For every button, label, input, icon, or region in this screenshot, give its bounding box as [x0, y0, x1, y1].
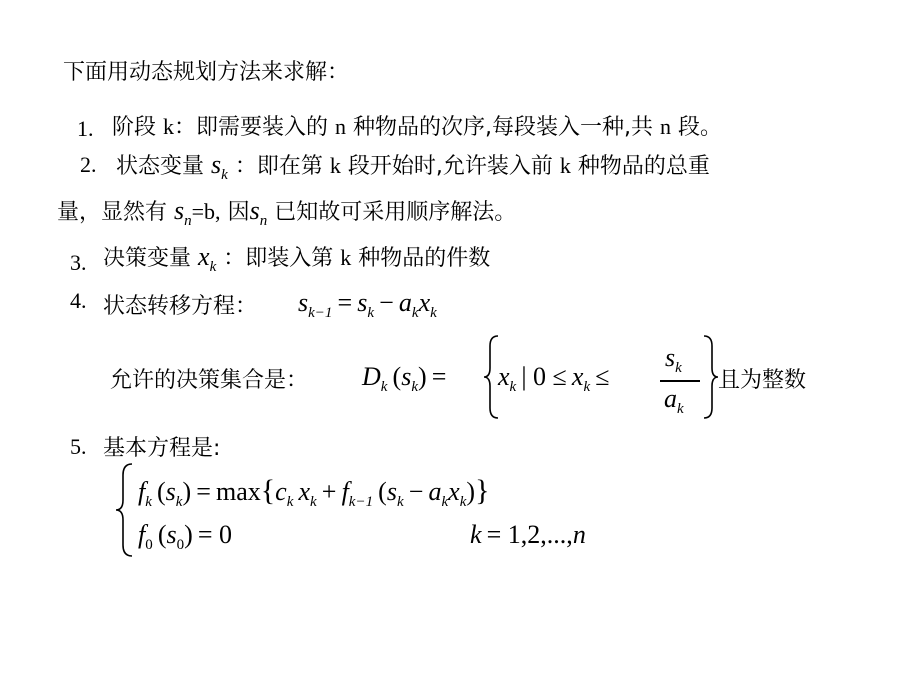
item2-text-line2 — [57, 196, 516, 230]
eq4-sub-k3: k — [430, 305, 437, 321]
bell-rparen: ) — [182, 477, 192, 506]
item2-var-k2: k — [559, 153, 571, 178]
eq-D-sub: k — [380, 379, 388, 395]
eq4-x: x — [418, 288, 431, 317]
bell-minus: − — [408, 477, 424, 506]
set-x1-sub: k — [509, 379, 517, 395]
item1-text-a: 阶段 — [112, 115, 157, 140]
krange-values: = 1,2,..., — [486, 520, 573, 549]
item2-text-d: 种物品的总重 — [577, 154, 710, 179]
item2-line2-a: 量，显然有 — [57, 200, 168, 225]
bell-lbrace: { — [260, 474, 276, 507]
bell-rbrace: } — [475, 474, 490, 507]
eq4-equals: = — [337, 288, 353, 317]
bell-s: s — [165, 477, 176, 506]
eq-D-s: s — [401, 362, 412, 391]
item2-line2-c: 因 — [227, 200, 250, 225]
intro-label: 下面用动态规划方法来求解： — [63, 60, 350, 85]
item1-text-b: ：即需要装入的 — [174, 115, 329, 140]
bell-s-sub: k — [175, 494, 183, 510]
item2-sub-k: k — [221, 167, 228, 183]
krange-k: k — [470, 520, 482, 549]
k-range — [470, 520, 586, 550]
item2-sub-n2: n — [259, 213, 268, 229]
item3-text-b: ：即装入第 — [223, 246, 334, 271]
bell-c: c — [275, 477, 287, 506]
set-x2-sub: k — [583, 379, 591, 395]
item4-number: 4. — [70, 288, 87, 313]
item1-text-d: 段。 — [678, 115, 723, 140]
eq4-sub-km1: k−1 — [308, 305, 333, 321]
bound-f-sub: 0 — [145, 537, 153, 553]
eq4-a: a — [398, 288, 412, 317]
bell-a-sub: k — [441, 494, 449, 510]
item1-text-c: 种物品的次序,每段装入一种,共 — [353, 115, 654, 140]
eq-D-rparen: ) — [418, 362, 427, 391]
decision-label-text: 允许的决策集合是： — [110, 368, 309, 393]
item4-text — [103, 292, 257, 322]
krange-n: n — [572, 520, 586, 549]
item4-label: 状态转移方程： — [103, 294, 258, 319]
bell-f-sub: k — [145, 494, 152, 510]
eq4-minus: − — [379, 288, 394, 317]
bell-x: x — [298, 477, 311, 506]
item2-text — [116, 150, 710, 184]
item2-var-sn2: s — [249, 196, 260, 225]
decision-set-body — [498, 362, 610, 395]
item3-var-k: k — [340, 245, 352, 270]
item2-text-c: 段开始时,允许装入前 — [347, 154, 553, 179]
bell-c-sub: k — [286, 494, 294, 510]
eq4-s2: s — [357, 288, 368, 317]
bell-a: a — [428, 477, 442, 506]
bound-eq-zero: = 0 — [197, 520, 233, 549]
bell-max: max — [216, 477, 261, 506]
frac-s-sub: k — [675, 360, 682, 376]
bell-x-sub: k — [310, 494, 317, 510]
eq4-s1: s — [298, 288, 309, 317]
set-le: ≤ — [595, 362, 610, 391]
item2-text-a: 状态变量 — [116, 154, 205, 179]
bell-equals: = — [196, 477, 211, 506]
item2-var-k: k — [329, 153, 341, 178]
fraction-denominator — [664, 384, 684, 417]
set-x1: x — [498, 362, 510, 391]
eq-D: D — [362, 362, 381, 391]
item1-var-k: k — [163, 114, 175, 139]
bell-lparen2: ( — [378, 477, 387, 506]
item1-var-n: n — [335, 114, 347, 139]
bell-f2-sub: k−1 — [348, 494, 374, 510]
item2-sub-n: n — [184, 213, 192, 229]
bell-s2: s — [386, 477, 397, 506]
item3-number: 3. — [70, 250, 87, 275]
bell-f: f — [138, 477, 146, 506]
bound-rparen: ) — [184, 520, 193, 549]
bellman-equation — [138, 474, 489, 508]
item1-text — [112, 112, 722, 143]
item1-number: 1. — [77, 116, 94, 141]
item3-text — [103, 242, 490, 276]
bell-x2-sub: k — [459, 494, 467, 510]
item5-number: 5. — [70, 434, 87, 459]
bell-rparen2: ) — [466, 477, 476, 506]
eq4-sub-k1: k — [367, 305, 375, 321]
fraction-bar — [660, 380, 700, 382]
frac-a: a — [664, 384, 677, 413]
right-brace-decision — [700, 334, 720, 420]
bound-s-sub: 0 — [176, 537, 185, 553]
item2-line2-d: 已知故可采用顺序解法。 — [274, 200, 517, 225]
bell-s2-sub: k — [396, 494, 404, 510]
decision-tail — [718, 366, 806, 396]
item2-text-b: ：即在第 — [234, 154, 323, 179]
left-brace-system — [114, 462, 136, 558]
bell-lparen: ( — [157, 477, 166, 506]
item3-var-x: x — [198, 242, 210, 271]
bound-lparen: ( — [157, 520, 167, 549]
item3-text-a: 决策变量 — [103, 246, 192, 271]
bell-x2: x — [448, 477, 460, 506]
set-bar-zero-le: | 0 ≤ — [521, 362, 567, 391]
item5-text — [103, 434, 220, 464]
fraction-numerator — [665, 343, 682, 376]
item3-text-c: 种物品的件数 — [358, 246, 491, 271]
item2-var-sn: s — [174, 196, 185, 225]
eq-D-lparen: ( — [392, 362, 402, 391]
set-x2: x — [571, 362, 584, 391]
bound-f: f — [138, 520, 146, 549]
item2-line2-b: =b, — [191, 199, 221, 224]
item1-var-n2: n — [660, 114, 672, 139]
transition-equation — [298, 288, 437, 321]
bell-f2: f — [341, 477, 349, 506]
eq-D-s-sub: k — [411, 379, 419, 395]
item5-label: 基本方程是: — [103, 436, 221, 461]
item2-var-s: s — [211, 150, 222, 179]
eq-D-equals: = — [431, 362, 447, 391]
boundary-condition — [138, 520, 233, 553]
intro-text — [63, 58, 349, 88]
decision-lhs — [362, 362, 447, 395]
bell-plus: + — [321, 477, 337, 506]
bound-s: s — [166, 520, 177, 549]
decision-label — [110, 366, 308, 396]
decision-tail-text: 且为整数 — [718, 368, 807, 393]
item3-sub-k: k — [209, 259, 217, 275]
item2-number: 2. — [80, 152, 97, 177]
frac-a-sub: k — [677, 401, 684, 417]
eq4-sub-k2: k — [411, 305, 419, 321]
frac-s: s — [665, 343, 676, 372]
